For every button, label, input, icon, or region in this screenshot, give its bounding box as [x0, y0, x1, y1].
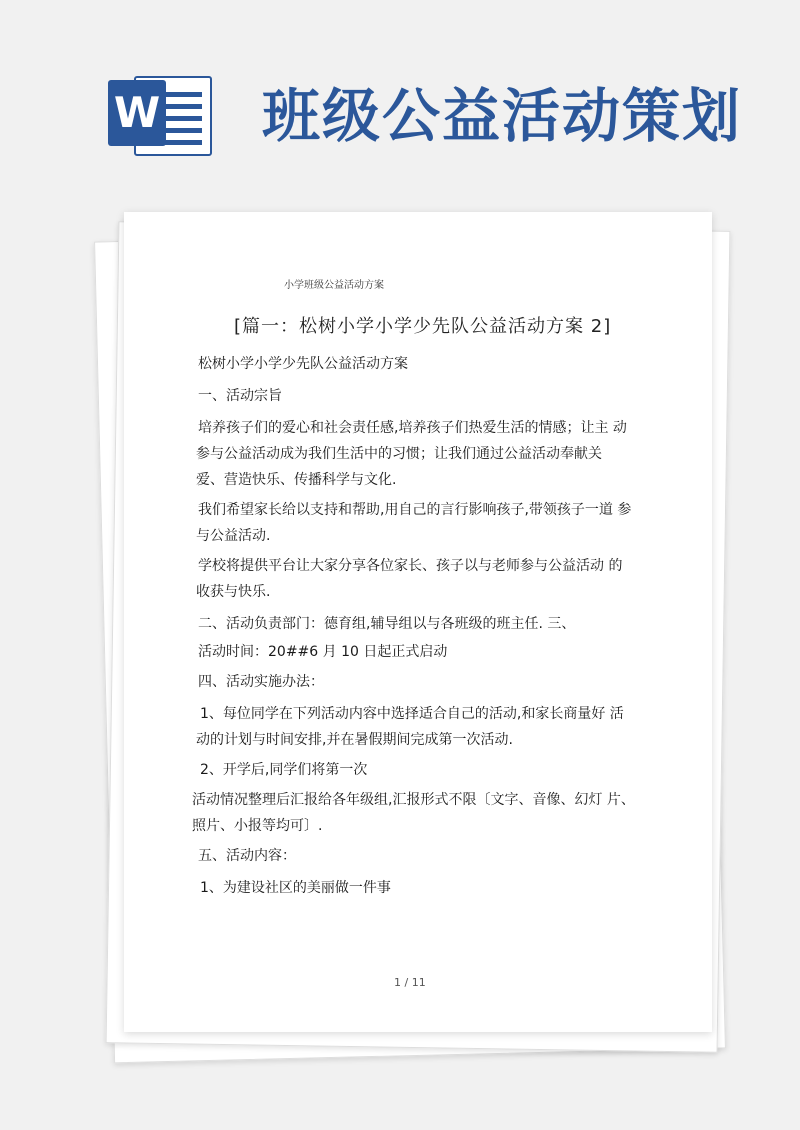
- section-heading: 五、活动内容：: [198, 848, 296, 864]
- banner: [0, 0, 800, 210]
- paragraph-line: 我们希望家长给以支持和帮助,用自己的言行影响孩子,带领孩子一道 参: [198, 502, 632, 518]
- word-logo-letter: W: [108, 80, 166, 146]
- section-heading: 四、活动实施办法：: [198, 674, 324, 690]
- document-title: [篇一：松树小学小学少先队公益活动方案 2]: [234, 316, 612, 337]
- paragraph-line: 2、开学后,同学们将第一次: [200, 762, 368, 778]
- section-heading: 二、活动负责部门：德育组,辅导组以与各班级的班主任. 三、: [198, 616, 576, 632]
- paragraph-line: 照片、小报等均可〕.: [192, 818, 323, 834]
- paragraph-line: 收获与快乐.: [196, 584, 271, 600]
- section-heading: 一、活动宗旨: [198, 388, 282, 404]
- paragraph-line: 松树小学小学少先队公益活动方案: [198, 356, 408, 372]
- paragraph-line: 动的计划与时间安排,并在暑假期间完成第一次活动.: [196, 732, 513, 748]
- paragraph-line: 与公益活动.: [196, 528, 271, 544]
- paragraph-line: 参与公益活动成为我们生活中的习惯；让我们通过公益活动奉献关: [196, 446, 602, 462]
- paragraph-line: 活动时间：20##6 月 10 日起正式启动: [198, 644, 448, 660]
- paragraph-line: 活动情况整理后汇报给各年级组,汇报形式不限〔文字、音像、幻灯 片、: [192, 792, 635, 808]
- paragraph-line: 学校将提供平台让大家分享各位家长、孩子以与老师参与公益活动 的: [198, 558, 623, 574]
- paragraph-line: 1、每位同学在下列活动内容中选择适合自己的活动,和家长商量好 活: [200, 706, 624, 722]
- page-header: 小学班级公益活动方案: [284, 280, 384, 291]
- page-number: 1 / 11: [394, 976, 426, 989]
- paragraph-line: 1、为建设社区的美丽做一件事: [200, 880, 391, 896]
- word-document-icon: [108, 72, 216, 160]
- document-page: [124, 212, 712, 1032]
- banner-title: 班级公益活动策划: [262, 82, 743, 150]
- paragraph-line: 爱、营造快乐、传播科学与文化.: [196, 472, 397, 488]
- paragraph-line: 培养孩子们的爱心和社会责任感,培养孩子们热爱生活的情感；让主 动: [198, 420, 627, 436]
